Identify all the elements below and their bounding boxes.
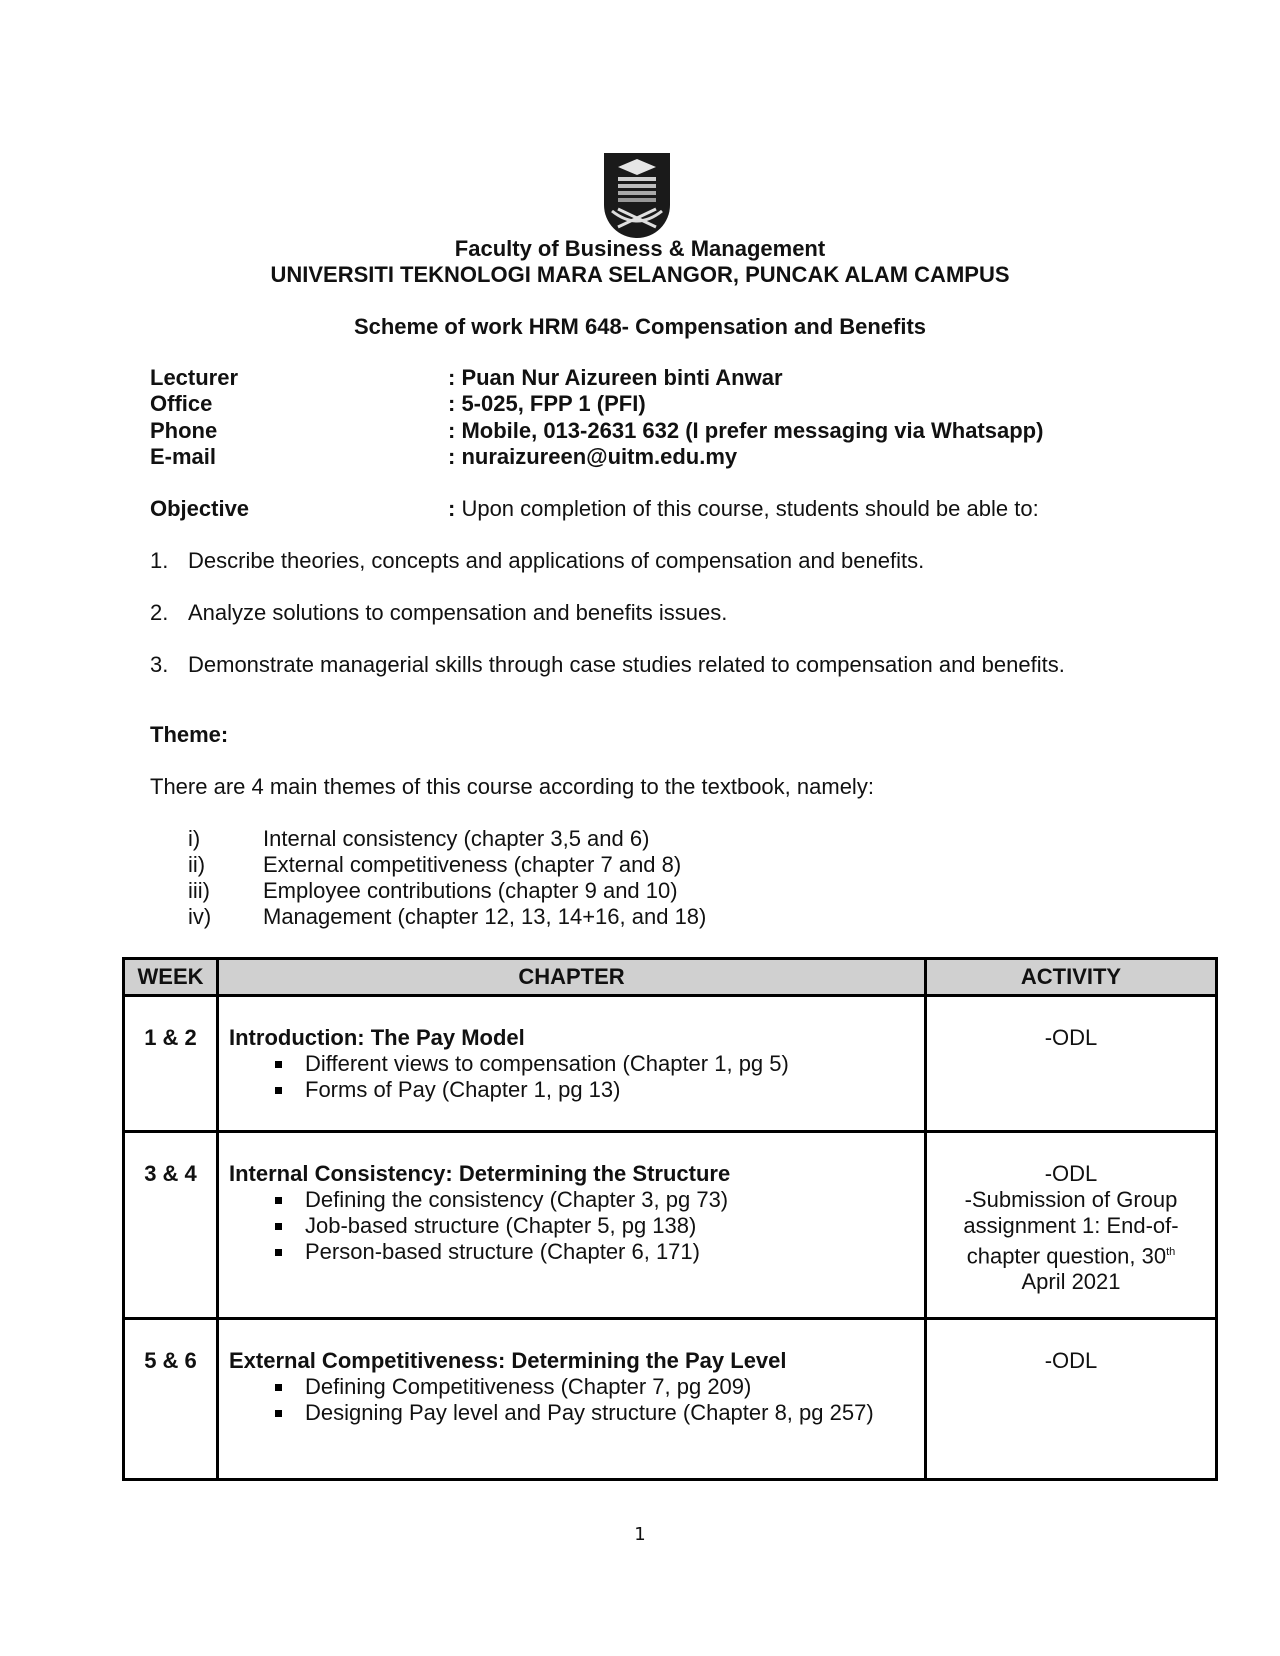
activity-cell: -ODL: [926, 1319, 1217, 1480]
chapter-bullet: Job-based structure (Chapter 5, pg 138): [229, 1213, 916, 1239]
scheme-title: Scheme of work HRM 648- Compensation and Benefits: [353, 314, 927, 339]
university-name: UNIVERSITI TEKNOLOGI MARA SELANGOR, PUNCAK ALAM CAMPUS: [270, 262, 1010, 287]
table-row: [124, 1132, 1217, 1319]
faculty-name: Faculty of Business & Management: [454, 236, 826, 261]
university-logo-icon: [604, 153, 670, 239]
table-row: [124, 996, 1217, 1132]
chapter-bullet: Defining the consistency (Chapter 3, pg 73): [229, 1187, 916, 1213]
theme-heading: Theme:: [150, 722, 229, 747]
chapter-title: Internal Consistency: Determining the Structure: [229, 1161, 731, 1186]
chapter-bullet: Different views to compensation (Chapter 1, pg 5): [229, 1051, 916, 1077]
chapter-title: Introduction: The Pay Model: [229, 1025, 525, 1050]
activity-cell: -ODL: [926, 996, 1217, 1132]
chapter-cell: [218, 1132, 926, 1319]
page-number: 1: [634, 1524, 646, 1545]
week-cell: 1 & 2: [124, 996, 218, 1132]
week-cell: 3 & 4: [124, 1132, 218, 1319]
objective-label: Objective: [150, 496, 250, 521]
header-week: WEEK: [124, 959, 218, 996]
chapter-cell: [218, 996, 926, 1132]
table-row: [124, 1319, 1217, 1480]
theme-intro: There are 4 main themes of this course according to the textbook, namely:: [150, 774, 874, 799]
header-activity: ACTIVITY: [926, 959, 1217, 996]
chapter-bullet: Defining Competitiveness (Chapter 7, pg 209): [229, 1374, 916, 1400]
chapter-bullet: Designing Pay level and Pay structure (Chapter 8, pg 257): [229, 1400, 916, 1426]
document-page: Faculty of Business & Management UNIVERSITI TEKNOLOGI MARA SELANGOR, PUNCAK ALAM CAMPUS Scheme of work HRM 648- Compensation and Benefits Lecturer : Puan Nur Aizureen binti Anwar Office : 5-025, FPP 1 (PFI) Phone : Mobile, 013-2631 632 (I prefer messaging via Whatsapp) E-mail : nuraizureen@uitm.edu.my Objective : Upon completion of this course, students should be able to: 1. Describe theories, concepts and applications of compensation and benefits. 2. Analyze solutions to compensation and benefits issues. 3. Demonstrate managerial skills through case studies related to compensation and benefits. Theme: There are 4 main themes of this course according to the textbook, namely: i) Internal consistency (chapter 3,5 and 6) ii) External competitiveness (chapter 7 and 8) iii) Employee contributions (chapter 9 and 10) iv) Management (chapter 12, 13, 14+16, and 18) WEEK CHAPTER ACTIVITY 1 & 2 Introduction: The Pay Model Different views to compensation (Chapter 1, pg 5) Forms of Pay (Chapter 1, pg 13) -ODL 3 & 4 Internal Consistency: Determining the Structure Defining the consistency (Chapter 3, pg 73) Job-based structure (Chapter 5, pg 138) Person-based structure (Chapter 6, 171) -ODL -Submission of Group assignment 1: End-of- chapter question, 30th April 2021 5 & 6 External Competitiveness: Determining the Pay Level Defining Competitiveness (Chapter 7, pg 209) Designing Pay level and Pay structure (Chapter 8, pg 257) -ODL 1: [0, 0, 1280, 1656]
chapter-bullet: Person-based structure (Chapter 6, 171): [229, 1239, 916, 1265]
chapter-cell: [218, 1319, 926, 1480]
schedule-table: [122, 957, 1218, 1481]
table-header-row: [124, 959, 1217, 996]
chapter-bullet: Forms of Pay (Chapter 1, pg 13): [229, 1077, 916, 1103]
objective-text: Upon completion of this course, students should be able to:: [455, 496, 1039, 521]
week-cell: 5 & 6: [124, 1319, 218, 1480]
header-chapter: CHAPTER: [218, 959, 926, 996]
activity-cell: -ODL -Submission of Group assignment 1: End-of- chapter question, 30th April 2021: [926, 1132, 1217, 1319]
chapter-title: External Competitiveness: Determining the Pay Level: [229, 1348, 787, 1373]
